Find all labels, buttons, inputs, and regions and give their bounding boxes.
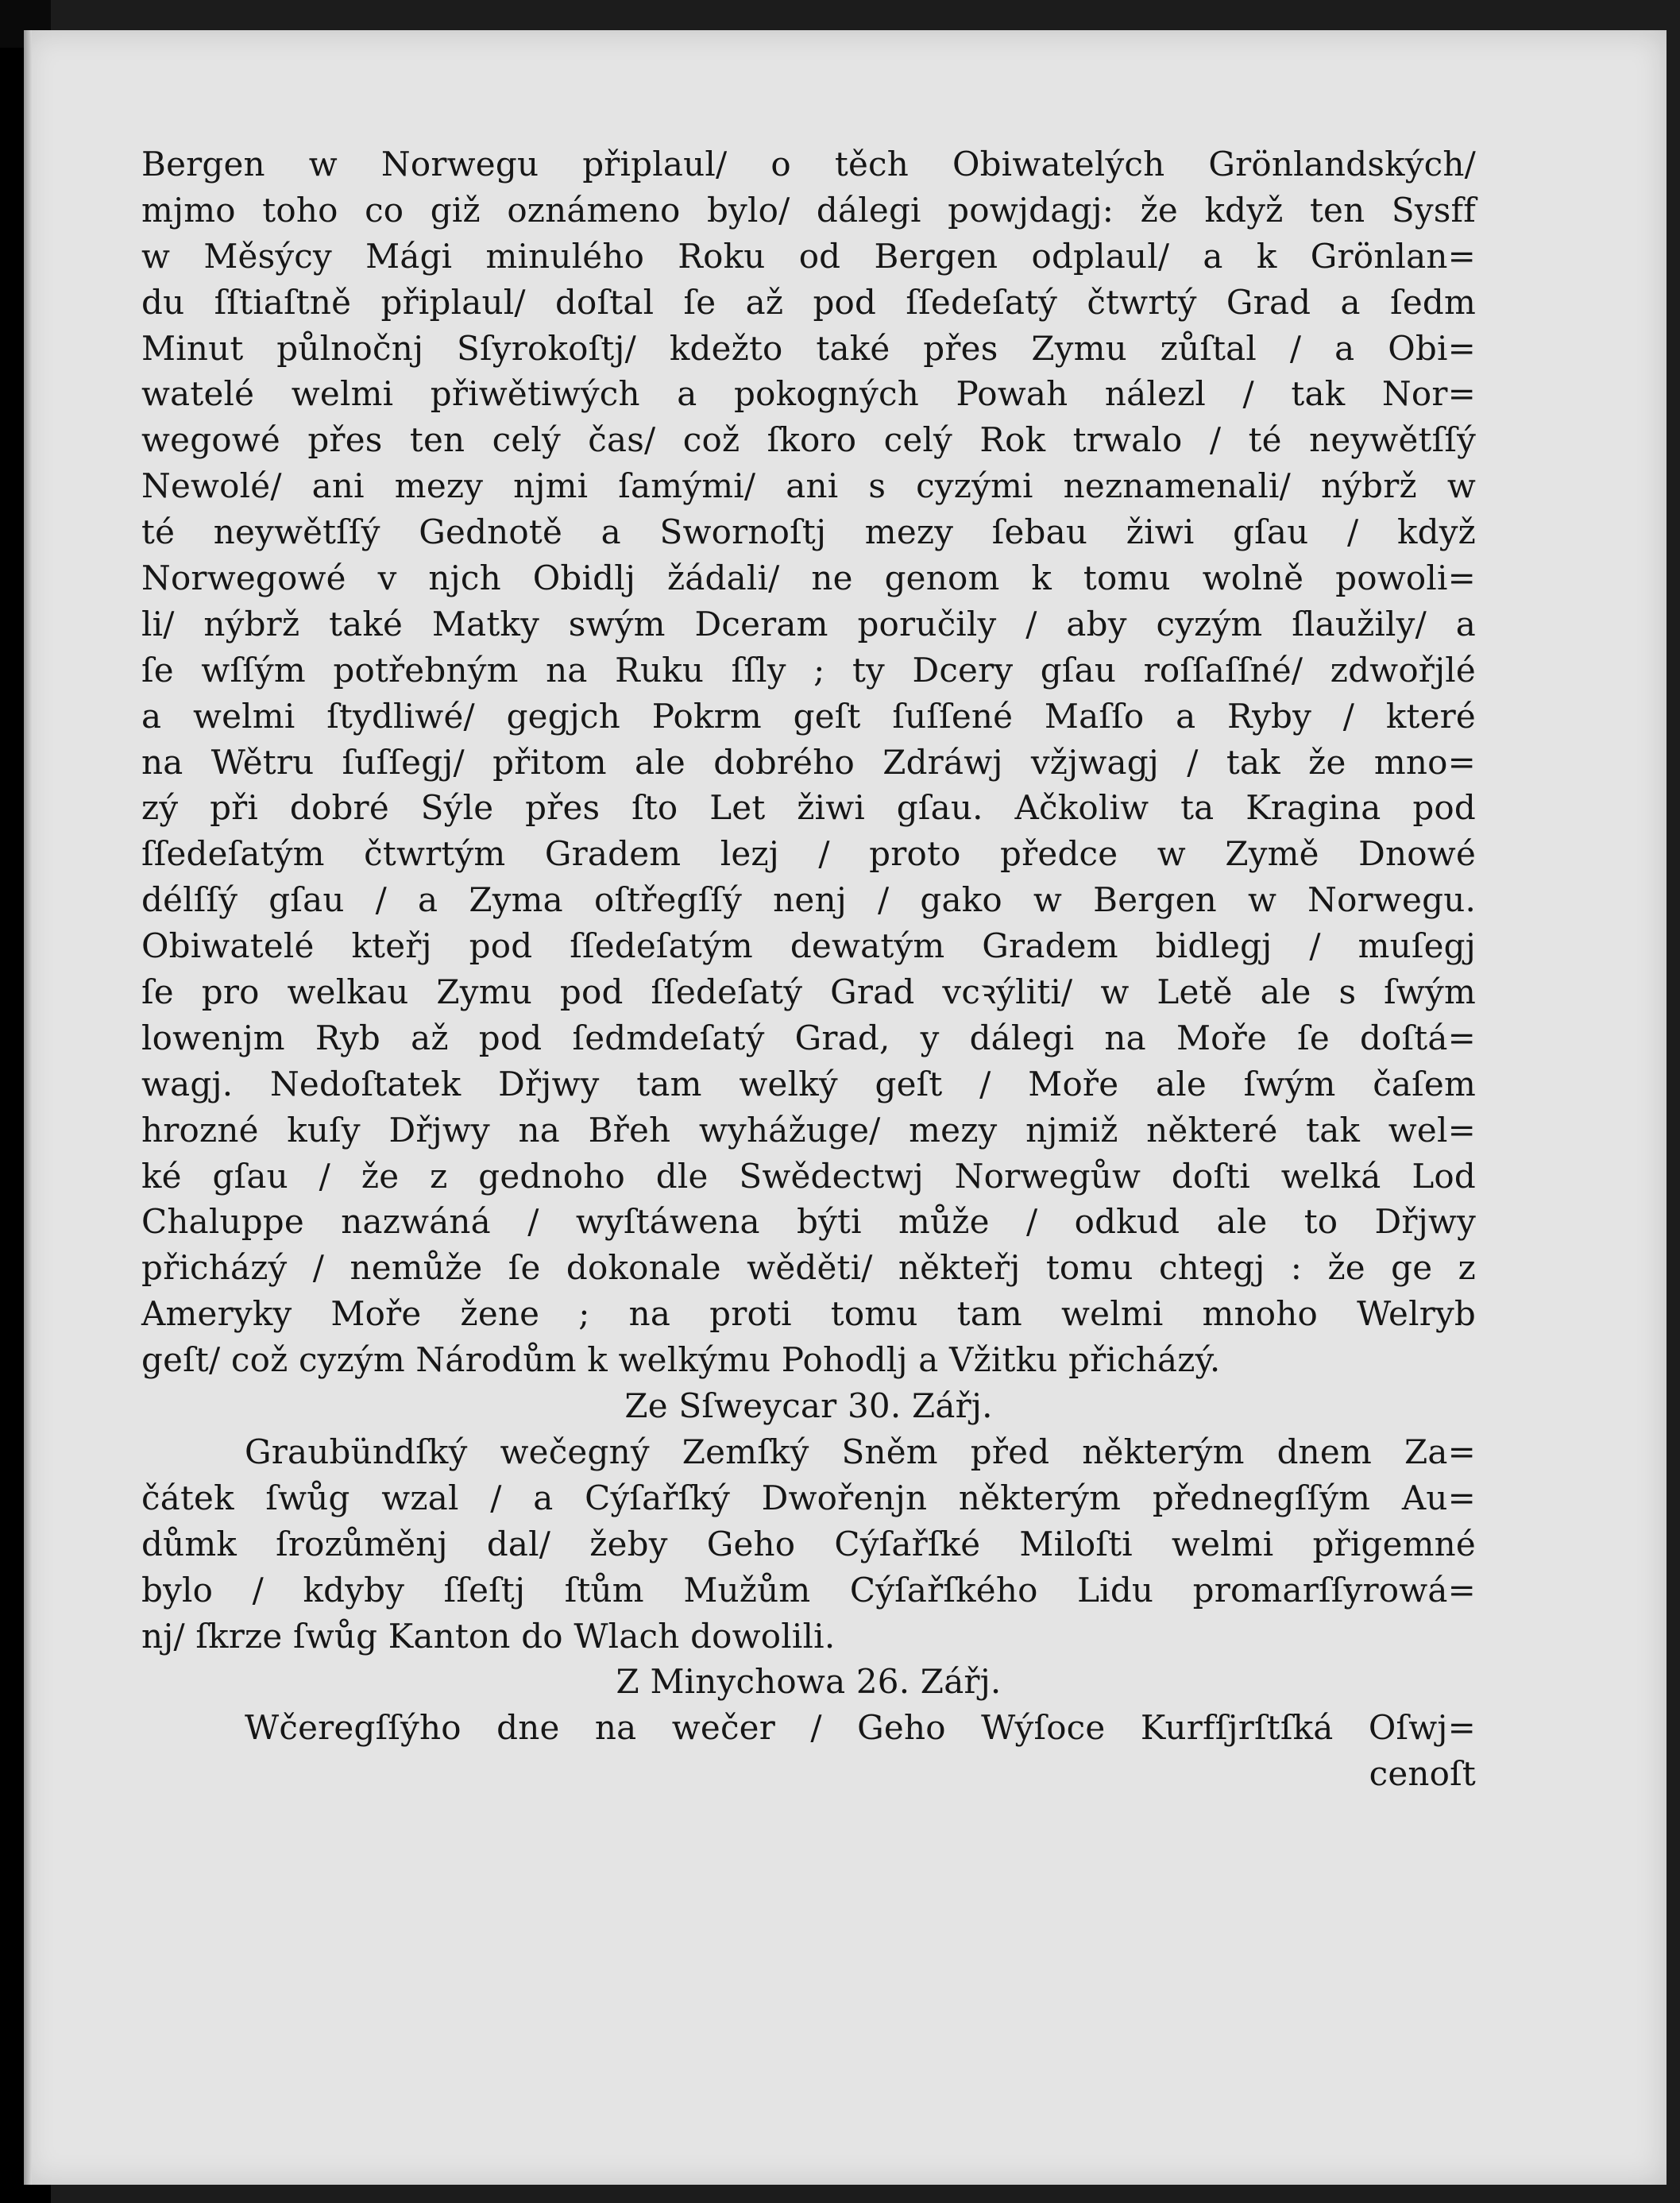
text-block bbox=[141, 141, 1476, 1797]
text-line: Newolé/ ani mezy njmi ſamými/ ani s cyzými neznamenali/ nýbrž w bbox=[141, 466, 1476, 506]
text-line: du ſſtiaſtně připlaul/ doſtal ſe až pod ſſedeſatý čtwrtý Grad a ſedm bbox=[141, 282, 1476, 322]
text-line: na Wětru ſuſſegj/ přitom ale dobrého Zdráwj vžjwagj / tak že mno= bbox=[141, 742, 1476, 782]
text-line: bylo / kdyby ſſeſtj ſtům Mužům Cýſařſkého Lidu promarſſyrowá= bbox=[141, 1570, 1476, 1610]
text-line: Norwegowé v njch Obidlj žádali/ ne genom k tomu wolně powoli= bbox=[141, 558, 1476, 598]
section-heading: Ze Sſweycar 30. Zářj. bbox=[624, 1386, 993, 1426]
text-line: Minut půlnočnj Sſyrokoſtj/ kdežto také přes Zymu zůſtal / a Obi= bbox=[141, 328, 1476, 368]
text-line: té neywětſſý Gednotě a Swornoſtj mezy ſebau žiwi gſau / když bbox=[141, 512, 1476, 552]
text-line: přicházý / nemůže ſe dokonale wěděti/ někteřj tomu chtegj : že ge z bbox=[141, 1248, 1476, 1288]
text-line: ſe wſſým potřebným na Ruku ſſly ; ty Dcery gſau roſſaſſné/ zdwořjlé bbox=[141, 650, 1476, 690]
text-line: Ameryky Moře žene ; na proti tomu tam welmi mnoho Welryb bbox=[141, 1294, 1476, 1334]
text-line: délſſý gſau / a Zyma oſtřegſſý nenj / gako w Bergen w Norwegu. bbox=[141, 880, 1476, 920]
text-line: mjmo toho co giž oznámeno bylo/ dálegi powjdagj: že když ten Sysff bbox=[141, 190, 1476, 230]
text-line: ſe pro welkau Zymu pod ſſedeſatý Grad vcꝛýliti/ w Letě ale s ſwým bbox=[141, 972, 1476, 1012]
text-line: důmk ſrozůměnj dal/ žeby Geho Cýſařſké Miloſti welmi přigemné bbox=[141, 1524, 1476, 1563]
catchword: cenoſt bbox=[1369, 1754, 1476, 1794]
text-line: Graubündſký wečegný Zemſký Sněm před některým dnem Za= bbox=[245, 1432, 1476, 1471]
document-page bbox=[24, 30, 1666, 2185]
text-line: Obiwatelé kteřj pod ſſedeſatým dewatým Gradem bidlegj / muſegj bbox=[141, 926, 1476, 966]
text-line: Wčeregſſýho dne na wečer / Geho Wýſoce Kurfſjrſtſká Oſwj= bbox=[245, 1708, 1476, 1748]
text-line: Chaluppe nazwáná / wyſtáwena býti může / odkud ale to Dřjwy bbox=[141, 1202, 1476, 1242]
text-line: zý při dobré Sýle přes ſto Let žiwi gſau. Ačkoliw ta Kragina pod bbox=[141, 788, 1476, 828]
text-line: ſſedeſatým čtwrtým Gradem lezj / proto předce w Zymě Dnowé bbox=[141, 834, 1476, 874]
text-line: nj/ ſkrze ſwůg Kanton do Wlach dowolili. bbox=[141, 1616, 836, 1656]
text-line: w Měsýcy Mági minulého Roku od Bergen odplaul/ a k Grönlan= bbox=[141, 236, 1476, 276]
text-line: lowenjm Ryb až pod ſedmdeſatý Grad, y dálegi na Moře ſe doſtá= bbox=[141, 1018, 1476, 1057]
text-line: hrozné kuſy Dřjwy na Břeh wyhážuge/ mezy njmiž některé tak wel= bbox=[141, 1110, 1476, 1150]
text-line: a welmi ſtydliwé/ gegjch Pokrm geſt ſuſſené Maſſo a Ryby / které bbox=[141, 696, 1476, 736]
text-line: geſt/ což cyzým Národům k welkýmu Pohodlj a Vžitku přicházý. bbox=[141, 1340, 1221, 1380]
text-line: wagj. Nedoſtatek Dřjwy tam welký geſt / Moře ale ſwým čaſem bbox=[141, 1064, 1476, 1103]
text-line: Bergen w Norwegu připlaul/ o těch Obiwatelých Grönlandských/ bbox=[141, 145, 1476, 184]
text-line: ké gſau / že z gednoho dle Swědectwj Norwegůw doſti welká Lod bbox=[141, 1156, 1476, 1196]
page-gutter bbox=[24, 30, 32, 2185]
text-line: wegowé přes ten celý čas/ což ſkoro celý Rok trwalo / té neywětſſý bbox=[141, 420, 1476, 460]
text-line: li/ nýbrž také Matky swým Dceram poručily / aby cyzým ſlaužily/ a bbox=[141, 604, 1476, 644]
section-heading: Z Minychowa 26. Zářj. bbox=[616, 1662, 1002, 1702]
text-line: watelé welmi přiwětiwých a pokogných Powah nálezl / tak Nor= bbox=[141, 374, 1476, 414]
text-line: čátek ſwůg wzal / a Cýſařſký Dwořenjn některým přednegſſým Au= bbox=[141, 1478, 1476, 1517]
